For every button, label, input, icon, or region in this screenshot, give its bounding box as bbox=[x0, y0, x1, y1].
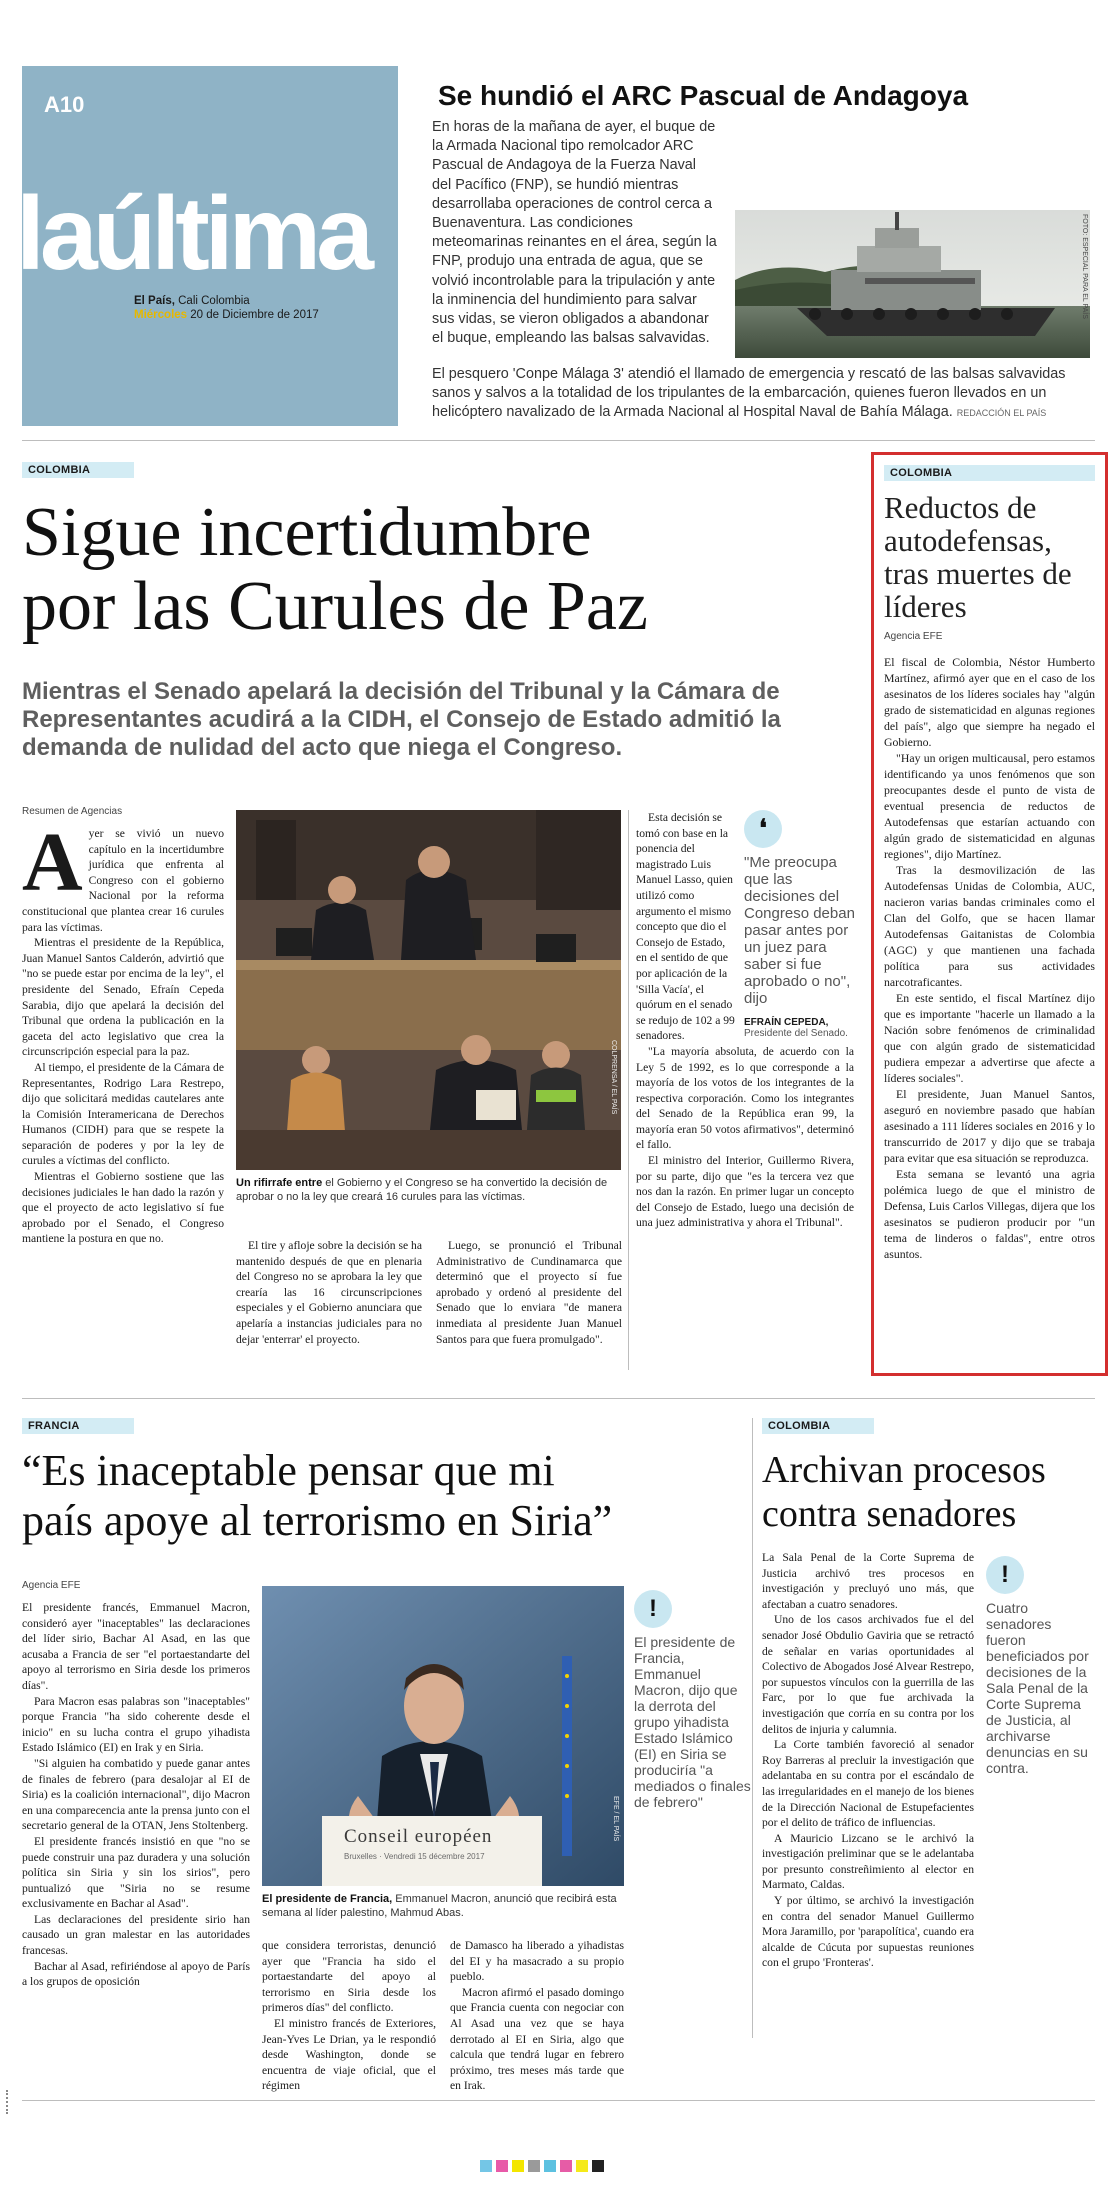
congress-scene bbox=[236, 810, 621, 1170]
main-col4-p3: El ministro del Interior, Guillermo Rivera, por su parte, dijo que "es la tercera vez que nos dan la razón. En primer lugar un concepto del Consejo de Estado, luego una decisión de una juez administrativa y ahora el Tribunal". bbox=[636, 1154, 854, 1230]
main-col1-p3: Al tiempo, el presidente de la Cámara de Representantes, Rodrigo Lara Restrepo, dijo que solicitará medidas cautelares ante la Comisión Interamericana de Derechos Humanos (CIDH) para que se respete la separación de poderes y por la ley de curules a víctimas del conflicto. bbox=[22, 1060, 224, 1168]
divider-vertical-main bbox=[628, 810, 629, 1370]
boxed-p5: El presidente, Juan Manuel Santos, aseguró en noviembre pasado que habían asesinado a 111 líderes sociales en 2016 y lo transcurrido de 2017 y dijo que se trabaja para evitar que esa situación se reproduzca. bbox=[884, 1087, 1095, 1165]
main-dropcap: A bbox=[22, 816, 83, 909]
date: 20 de Diciembre de 2017 bbox=[190, 309, 319, 321]
photo-sign-subtitle: Bruxelles · Vendredi 15 décembre 2017 bbox=[344, 1852, 485, 1861]
senators-story-headline: Archivan procesos contra senadores bbox=[762, 1449, 1046, 1535]
top-story-body: En horas de la mañana de ayer, el buque de la Armada Nacional tipo remolcador ARC Pascual de Andagoya de la Fuerza Naval del Pacífico (FNP), se hundió mientras desarrollaba operaciones de control cerca a Buenaventura. Las condiciones meteomarinas reinantes en el área, según la FNP, produjo una entrada de agua, que se volvió incontrolable para la tripulación y ante la inminencia del hundimiento para salvar sus vidas, se vieron obligados a abandonar el buque, empleando las balsas salvavidas. bbox=[432, 119, 717, 347]
france-p5: Las declaraciones del presidente sirio han causado un gran malestar en las autoridades francesas. bbox=[22, 1912, 250, 1958]
top-story-body-wide bbox=[432, 365, 1092, 424]
color-swatch bbox=[544, 2160, 556, 2172]
main-col4-p1: Esta decisión se tomó con base en la ponencia del magistrado Luis Manuel Lasso, quien utilizó como argumento el mismo concepto que dio el Consejo de Estado, en el sentido de que por aplicación de la 'Silla Vacía', el quórum en el senado se redujo de 102 a 99 senadores. bbox=[636, 811, 735, 1043]
france-side-quote bbox=[634, 1590, 752, 1810]
paper-name: El País, bbox=[134, 295, 175, 307]
france-under-col1-a: que considera terroristas, denunció ayer que "Francia ha sido el portaestandarte del apoyo al terrorismo en Siria desde los primeros días" del conflicto. bbox=[262, 1939, 436, 2015]
senators-p1: La Sala Penal de la Corte Suprema de Justicia archivó tres procesos en investigación y precluyó uno más, que afectaban a cuatro senadores. bbox=[762, 1551, 974, 1611]
boxed-story-tag: COLOMBIA bbox=[884, 465, 1095, 481]
masthead-dateline bbox=[134, 294, 394, 322]
france-p4: El presidente francés insistió en que "no se puede construir una paz duradera y una solución política sin Siria y sin los sirios", pero puntualizó que "Siria no se resume exclusivamente en Bachar al Asad". bbox=[22, 1834, 250, 1911]
france-p6: Bachar al Asad, refiriéndose al apoyo de París a los grupos de oposición bbox=[22, 1959, 250, 1989]
color-swatch bbox=[528, 2160, 540, 2172]
color-swatch bbox=[480, 2160, 492, 2172]
france-col1 bbox=[22, 1600, 250, 1990]
main-pull-quote-role: Presidente del Senado. bbox=[744, 1028, 848, 1039]
main-pull-quote-name: EFRAÍN CEPEDA, bbox=[744, 1017, 829, 1028]
france-under-col2 bbox=[450, 1938, 624, 2094]
france-story-headline bbox=[22, 1446, 762, 1546]
top-story-body-wide-text: El pesquero 'Conpe Málaga 3' atendió el llamado de emergencia y rescató de las balsas salvavidas sanos y salvos a la totalidad de los tripulantes de la embarcación, quienes fueron llevados en un helicóptero navalizado de la Armada Nacional al Hospital Naval de Bahía Málaga. bbox=[432, 366, 1066, 421]
boxed-p3: Tras la desmovilización de las Autodefensas Unidas de Colombia, AUC, nacieron varias bandas criminales como el Clan del Golfo, que se hacen llamar Autodefensas Gaitanistas de Colombia (AGC) y que mantienen una fachada política para sus actividades narcotraficantes. bbox=[884, 863, 1095, 989]
main-story-source: Resumen de Agencias bbox=[22, 806, 123, 817]
main-headline-line1: Sigue incertidumbre bbox=[22, 494, 592, 571]
crop-mark-left bbox=[6, 2090, 10, 2114]
senators-body bbox=[762, 1550, 974, 1971]
color-registration-strip bbox=[480, 2160, 604, 2172]
france-p3: "Si alguien ha combatido y puede ganar antes de finales de febrero (para desalojar al EI de Siria) es la coalición internacional", dijo Macron en una comparecencia ante la prensa junto con el secretario general de la OTAN, Jens Stoltenberg. bbox=[22, 1756, 250, 1833]
top-story-byline: REDACCIÓN EL PAÍS bbox=[956, 408, 1047, 419]
main-headline-line2: por las Curules de Paz bbox=[22, 568, 648, 645]
france-under-col2-a: de Damasco ha liberado a yihadistas del EI y ha masacrado a su propio pueblo. bbox=[450, 1939, 624, 1984]
senators-side-quote-text: Cuatro senadores fueron beneficiados por decisiones de la Sala Penal de la Corte Suprema de Justicia, al archivarse denuncias en su contra. bbox=[986, 1600, 1089, 1776]
top-photo-credit: FOTO: ESPECIAL PARA EL PAÍS bbox=[1081, 214, 1088, 319]
senators-story-tag: COLOMBIA bbox=[762, 1418, 874, 1434]
france-story-tag: FRANCIA bbox=[22, 1418, 134, 1434]
boxed-story-headline: Reductos de autodefensas, tras muertes de líderes bbox=[884, 490, 1072, 624]
main-story-deck: Mientras el Senado apelará la decisión del Tribunal y la Cámara de Representantes acudirá a la CIDH, el Consejo de Estado admitió la demanda de nulidad del acto que niega el Congreso. bbox=[22, 678, 781, 761]
france-headline-line1: “Es inaceptable pensar que mi bbox=[22, 1446, 555, 1495]
france-under-col2-b: Macron afirmó el pasado domingo que Francia cuenta con negociar con Al Asad una vez que se haya derrotado al EI en Siria, algo que calcula que tendrá lugar en febrero próximo, tres meses más tarde que en Irak. bbox=[450, 1985, 624, 2093]
page-number: A10 bbox=[44, 92, 85, 117]
main-pull-quote-text: "Me preocupa que las decisiones del Congreso deban pasar antes por un juez para saber si fue aprobado o no", dijo bbox=[744, 854, 855, 1007]
france-under-col1-b: El ministro francés de Exteriores, Jean-Yves Le Drian, ya le respondió desde Washington, donde se encuentra de viaje oficial, que el régimen bbox=[262, 2016, 436, 2093]
city: Cali Colombia bbox=[178, 295, 250, 307]
boxed-story-source: Agencia EFE bbox=[884, 631, 943, 642]
france-under-col1 bbox=[262, 1938, 436, 2094]
main-caption-rest: el Gobierno y el Congreso se ha convertido la decisión de aprobar o no la ley que creará 16 curules para las víctimas. bbox=[236, 1177, 608, 1203]
main-col1 bbox=[22, 816, 224, 1247]
section-logo: laúltima bbox=[16, 176, 369, 292]
top-story-headline: Se hundió el ARC Pascual de Andagoya bbox=[438, 80, 969, 111]
france-p1: El presidente francés, Emmanuel Macron, consideró ayer "inaceptables" las declaraciones del líder sirio, Bachar Al Asad, en las que acusaba a Francia de ser "el portaestandarte del apoyo al terrorismo en Siria desde los primeros días". bbox=[22, 1601, 250, 1692]
masthead-panel bbox=[16, 66, 398, 426]
congress-photo bbox=[236, 810, 621, 1170]
senators-p2: Uno de los casos archivados fue el del senador José Obdulio Gaviria que se retractó de señalar en varias oportunidades al Colectivo de Abogados José Alvear Restrepo, por supuestos vínculos con la guerrilla de las Farc, por lo que fue archivada la investigación que corría en su contra por los delitos de injuria y calumnia. bbox=[762, 1613, 974, 1736]
main-col4-p2: "La mayoría absoluta, de acuerdo con la Ley 5 de 1992, es lo que corresponde a la mayoría de los votos de los integrantes de la respectiva corporación. Como los integrantes del Senado de la República eran 99, la mayoría eran 50 votos afirmativos", determinó el fallo. bbox=[636, 1044, 854, 1152]
divider-mid bbox=[22, 1398, 1095, 1399]
tugboat-illustration bbox=[735, 210, 1090, 358]
boxed-p2: "Hay un origen multicausal, pero estamos identificando ya unos fenómenos que son preocupantes desde el punto de vista de eventual presencia de reductos de Autodefensas que estarían actuando con algún grado de sistematicidad en algunas regiones", dijo Martínez. bbox=[884, 751, 1095, 861]
boxed-p4: En este sentido, el fiscal Martínez dijo que es importante "hacerle un llamado a la Nación sobre fenómenos de criminalidad que con algún grado de sistematicidad pudiera empezar a advertirse que afecte a líderes sociales". bbox=[884, 991, 1095, 1085]
france-story-source: Agencia EFE bbox=[22, 1580, 81, 1591]
color-swatch bbox=[496, 2160, 508, 2172]
boxed-p1: El fiscal de Colombia, Néstor Humberto Martínez, afirmó ayer que en el caso de los asesinatos de los líderes sociales hay "algún grado de sistematicidad en algunas regiones del país", algo que siempre ha negado el Gobierno. bbox=[884, 655, 1095, 749]
france-photo-credit: EFE / EL PAÍS bbox=[612, 1796, 619, 1842]
top-story-photo bbox=[735, 210, 1090, 358]
senators-p4: A Mauricio Lizcano se le archivó la investigación preliminar que se le adelantaba por presunto constreñimiento al elector en Marmato, Caldas. bbox=[762, 1831, 974, 1892]
boxed-story bbox=[871, 452, 1108, 1376]
color-swatch bbox=[560, 2160, 572, 2172]
france-caption-rest: Emmanuel Macron, anunció que recibirá esta semana al líder palestino, Mahmud Abas. bbox=[262, 1893, 617, 1919]
divider-bottom bbox=[22, 2100, 1095, 2101]
main-col1-p2: Mientras el presidente de la República, Juan Manuel Santos Calderón, advirtió que "no se puede estar por encima de la ley", el presidente del Senado, Efraín Cepeda Sarabia, dijo que apelará la decisión del Tribunal que ordena la publicación en la gaceta del acto legislativo que crea la circunscripción especial para la paz. bbox=[22, 936, 224, 1059]
main-col1-lead: yer se vivió un nuevo capítulo en la incertidumbre jurídica que enfrenta al Congreso con el gobierno Nacional por la reforma constitucional que plantea crear 16 curules para las víctimas. bbox=[22, 827, 224, 934]
main-photo-caption bbox=[236, 1176, 621, 1204]
senators-p5: Y por último, se archivó la investigación en contra del senador Manuel Guillermo Mora Jaramillo, por 'parapolítica', cuando era alcalde de Cúcuta por supuestas reuniones con el grupo 'Fronteras'. bbox=[762, 1894, 974, 1970]
main-pull-quote bbox=[744, 810, 856, 1039]
main-col1-p4: Mientras el Gobierno sostiene que las decisiones judiciales le han dado la razón y que el proyecto de acto legislativo sí fue aprobado por el Senado, el Congreso mantiene la postura en que no. bbox=[22, 1170, 224, 1246]
color-swatch bbox=[576, 2160, 588, 2172]
exclamation-icon: ! bbox=[986, 1556, 1024, 1594]
boxed-p6: Esta semana se levantó una agria polémica luego de que el ministro de Defensa, Luis Carlos Villegas, dijera que los asesinatos se pudieron producir por "un tema de linderos o faldas", entre otros asuntos. bbox=[884, 1167, 1095, 1261]
main-under-col2: Luego, se pronunció el Tribunal Administrativo de Cundinamarca que determinó que el proyecto sí fue aprobado y ordenó al presidente del Senado que lo enviara "de manera inmediata al presidente Juan Manuel Santos para que fuera promulgado". bbox=[436, 1239, 622, 1346]
photo-sign-title: Conseil européen bbox=[344, 1826, 493, 1847]
france-caption-bold: El presidente de Francia, bbox=[262, 1893, 393, 1905]
france-p2: Para Macron esas palabras son "inaceptables" porque Francia "ha sido coherente desde el inicio" en su lucha contra el grupo yihadista Estado Islámico (EI) en Irak y en Siria. bbox=[22, 1694, 250, 1755]
quote-mark-icon: ❛ bbox=[744, 810, 782, 848]
boxed-story-body bbox=[884, 654, 1095, 1262]
main-photo-credit: COLPRENSA / EL PAÍS bbox=[610, 1040, 617, 1115]
macron-photo bbox=[262, 1586, 624, 1886]
france-headline-line2: país apoye al terrorismo en Siria” bbox=[22, 1496, 613, 1545]
main-story-tag: COLOMBIA bbox=[22, 462, 134, 478]
main-story-headline bbox=[22, 496, 862, 644]
main-caption-bold: Un rifirrafe entre bbox=[236, 1177, 323, 1189]
color-swatch bbox=[512, 2160, 524, 2172]
main-under-col1: El tire y afloje sobre la decisión se ha mantenido después de que en plenaria del Congreso no se aprobara la ley que crearía las 16 circunscripciones especiales y el Gobierno anunciara que apelaría a instancias judiciales para no dejar 'enterrar' el proyecto. bbox=[236, 1239, 422, 1346]
france-photo-caption bbox=[262, 1892, 624, 1920]
divider-top bbox=[22, 440, 1095, 441]
senators-p3: La Corte también favoreció al senador Roy Barreras al precluir la investigación que adelantaba en su contra por el escándalo de las irregularidades en el manejo de los bienes de la Dirección Nacional de Estupefacientes por el delito de tráfico de influencias. bbox=[762, 1738, 974, 1830]
senators-side-quote bbox=[986, 1556, 1094, 1776]
divider-vertical-bottom bbox=[752, 1418, 753, 2038]
weekday: Miércoles bbox=[134, 309, 188, 321]
exclamation-icon: ! bbox=[634, 1590, 672, 1628]
france-side-quote-text: El presidente de Francia, Emmanuel Macron, dijo que la derrota del grupo yihadista Estado Islámico (EI) en Siria se produciría "a mediados o finales de febrero" bbox=[634, 1634, 751, 1810]
color-swatch bbox=[592, 2160, 604, 2172]
